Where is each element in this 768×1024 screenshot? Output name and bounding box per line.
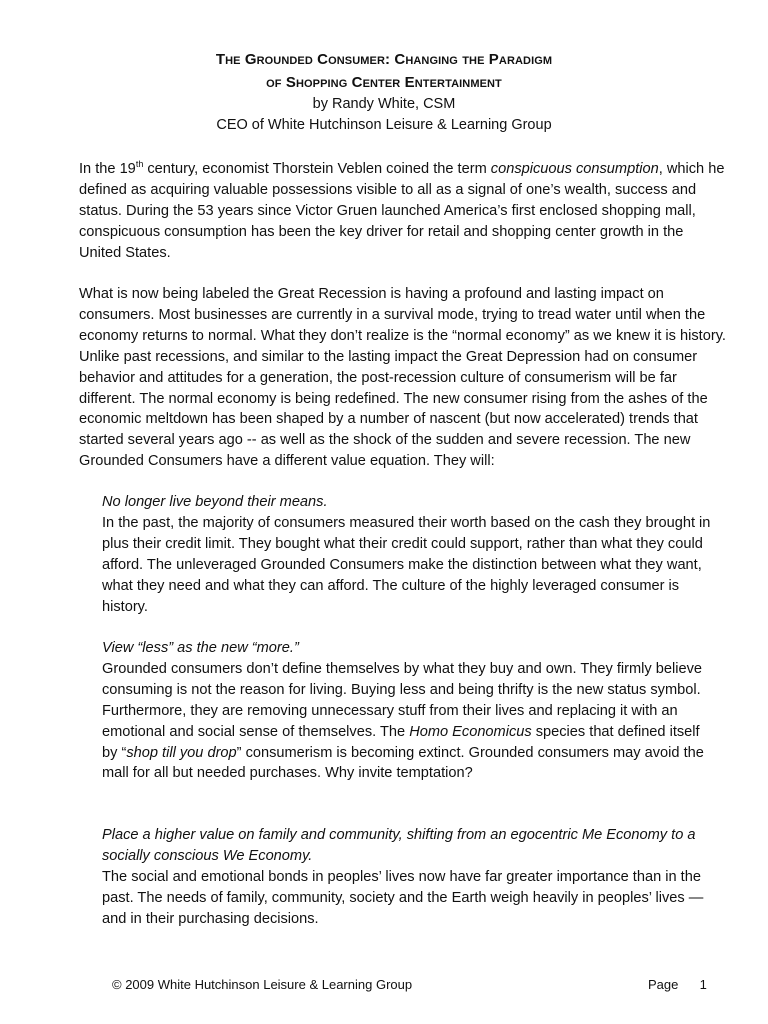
intro-p1-part-b: century, economist Thorstein Veblen coined the term <box>143 161 491 177</box>
intro-p1-part-a: In the 19 <box>79 161 136 177</box>
page-number: 1 <box>699 977 707 992</box>
intro-p1-superscript: th <box>135 159 144 170</box>
point-3-heading: Place a higher value on family and community, shifting from an egocentric Me Economy to a socially conscious We Economy. <box>102 827 696 864</box>
point-2-heading: View “less” as the new “more.” <box>102 640 299 656</box>
intro-p1-emphasis: conspicuous consumption <box>490 161 659 177</box>
author-line: by Randy White, CSM <box>312 96 456 112</box>
point-3 <box>102 825 717 930</box>
intro-paragraph-2 <box>79 284 729 472</box>
page-label: Page <box>648 977 679 992</box>
footer-copyright: © 2009 White Hutchinson Leisure & Learning Group <box>112 977 413 992</box>
intro-p2-text: What is now being labeled the Great Recession is having a profound and lasting impact on consumers. Most businesses are currently in a survival mode, trying to tread water until when the economy returns to normal. What they don’t realize is the “normal economy” as we knew it is history. Unlike past recessions, and similar to the lasting impact the Great Depression had on consumer behavior and attitudes for a generation, the post-recession culture of consumerism will be far different. The normal economy is being redefined. The new consumer rising from the ashes of the economic meltdown has been shaped by a number of nascent (but now accelerated) trends that started several years ago -- as well as the shock of the sudden and severe recession. The new Grounded Consumers have a different value equation. They will: <box>79 286 726 470</box>
document-title-line-2: of Shopping Center Entertainment <box>266 74 502 91</box>
point-2-emphasis-2: shop till you drop <box>126 744 237 761</box>
point-1 <box>102 492 717 617</box>
title-block <box>0 48 768 136</box>
point-2 <box>102 638 717 784</box>
point-2-body-a: Grounded consumers don’t define themselves by what they buy and own. They firmly believe consuming is not the reason for living. Buying less and being thrifty is the new status symbol. Furthermore, they are removing unnecessary stuff from their lives and replacing it with an emotional and social sense of themselves. The <box>102 660 703 740</box>
point-2-body-b: species that defined itself by “ <box>102 723 700 761</box>
point-2-body-c: ” consumerism is becoming extinct. Grounded consumers may avoid the mall for all but needed purchases. Why invite temptation? <box>102 744 704 782</box>
intro-p1-part-c: , which he defined as acquiring valuable possessions visible to all as a signal of one’s wealth, success and status. During the 53 years since Victor Gruen launched America’s first enclosed shopping mall, conspicuous consumption has been the key driver for retail and shopping center growth in the United States. <box>79 161 725 261</box>
point-3-body: The social and emotional bonds in peoples’ lives now have far greater importance than in the past. The needs of family, community, society and the Earth weigh heavily in peoples’ lives — and in their purchasing decisions. <box>102 868 704 927</box>
document-title-line-1: The Grounded Consumer: Changing the Paradigm <box>215 51 553 68</box>
point-1-body: In the past, the majority of consumers measured their worth based on the cash they brought in plus their credit limit. They bought what their credit could support, rather than what they could afford. The unleveraged Grounded Consumers make the distinction between what they want, what they need and what they can afford. The culture of the highly leveraged consumer is history. <box>102 514 711 615</box>
author-title-line: CEO of White Hutchinson Leisure & Learning Group <box>216 117 552 133</box>
point-1-heading: No longer live beyond their means. <box>102 494 328 510</box>
intro-paragraph-1 <box>79 159 729 264</box>
footer-page-indicator <box>648 976 707 994</box>
point-2-emphasis-1: Homo Economicus <box>409 723 532 740</box>
